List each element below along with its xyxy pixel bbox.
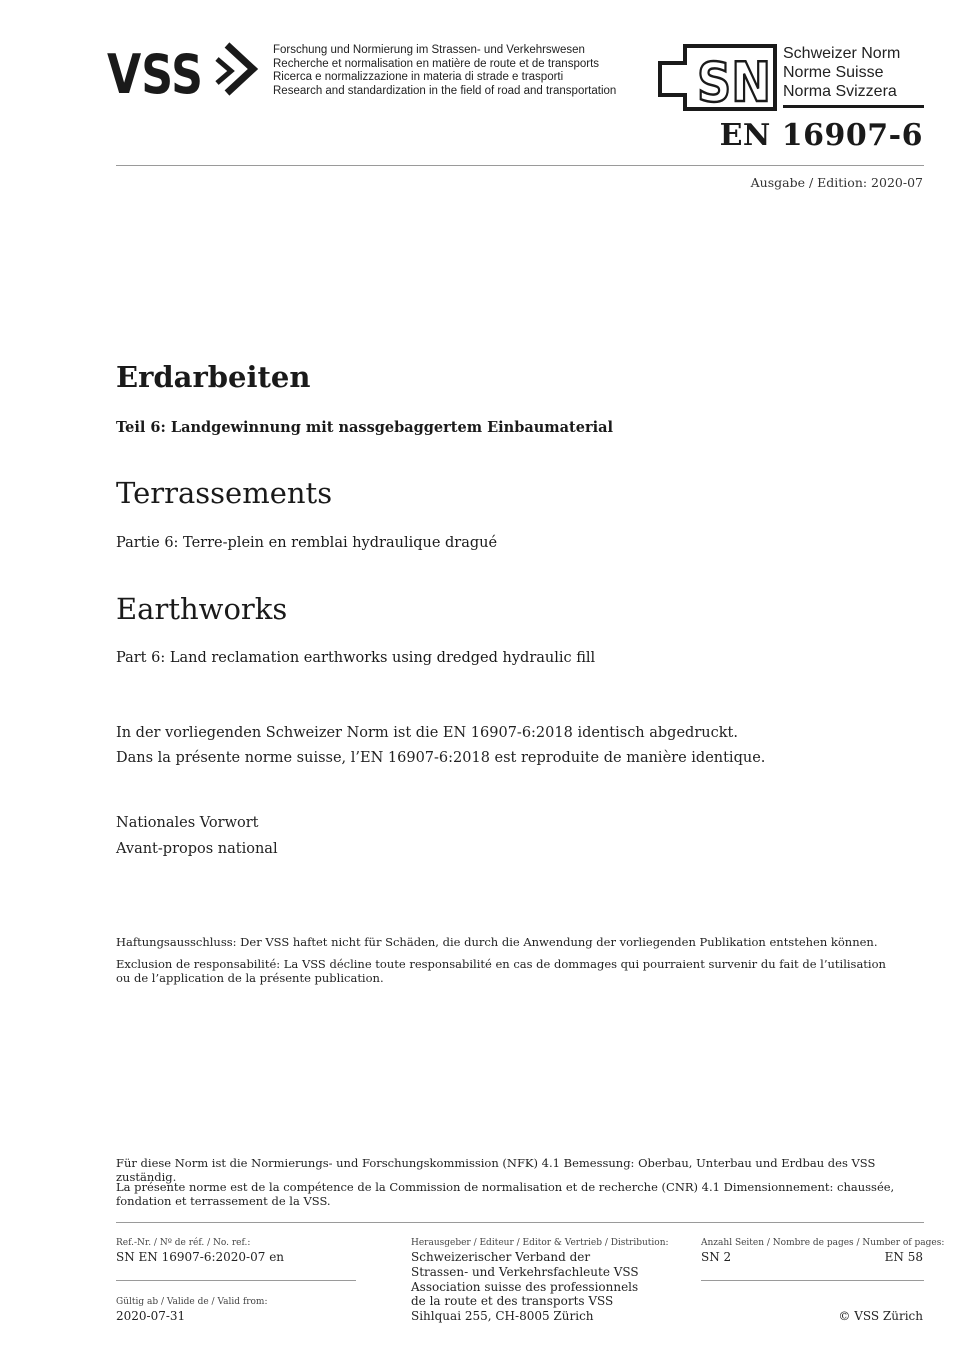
vss-tagline-de: Forschung und Normierung im Strassen- und Verkehrswesen [273,44,585,56]
subtitle-german: Teil 6: Landgewinnung mit nassgebaggertem Einbaumaterial [116,419,613,436]
sn-norm-fr: Norme Suisse [783,64,884,81]
title-german: Erdarbeiten [116,360,311,394]
vss-tagline-fr: Recherche et normalisation en matière de route et de transports [273,57,600,70]
committee-statement-french: La présente norme est de la compétence de la Commission de normalisation et de recherche (CNR) 4.1 Dimensionnement: chaussée, fondation et terrassement de la VSS. [116,1180,895,1208]
copyright-notice: © VSS Zürich [838,1309,923,1323]
reference-divider [116,1280,356,1281]
subtitle-french: Partie 6: Terre-plein en remblai hydraulique dragué [116,535,498,551]
swiss-cross-icon [657,43,782,113]
publisher-label: Herausgeber / Editeur / Editor & Vertrieb / Distribution: [411,1238,669,1248]
vss-tagline [273,44,616,98]
publisher-address [411,1250,639,1324]
sn-norm-it: Norma Svizzera [783,83,897,100]
committee-statement-german: Für diese Norm ist die Normierungs- und Forschungskommission (NFK) 4.1 Bemessung: Oberbau, Unterbau und Erdbau des VSS zuständig. [116,1156,876,1184]
sn-norm-de: Schweizer Norm [783,45,901,62]
publisher-line: Schweizerischer Verband der [411,1250,591,1264]
page-count-divider [701,1280,924,1281]
publisher-line: Sihlquai 255, CH-8005 Zürich [411,1309,594,1324]
sn-logo [657,43,782,113]
header-divider [116,165,924,166]
sn-norm-names [783,44,900,101]
title-french: Terrassements [116,476,333,510]
edition-date: Ausgabe / Edition: 2020-07 [750,175,923,190]
title-english: Earthworks [116,592,288,626]
vss-tagline-it: Ricerca e normalizzazione in materia di strade e trasporti [273,71,564,83]
publisher-line: de la route et des transports VSS [411,1294,614,1309]
page-count-label: Anzahl Seiten / Nombre de pages / Number of pages: [701,1238,945,1248]
national-foreword-french: Avant-propos national [116,841,278,857]
reference-number-label: Ref.-Nr. / Nº de réf. / No. ref.: [116,1238,251,1248]
sn-underline [783,105,924,108]
footer-divider [116,1222,924,1223]
page-count-sn: SN 2 [701,1250,732,1264]
valid-from-date: 2020-07-31 [116,1309,186,1323]
subtitle-english: Part 6: Land reclamation earthworks using dredged hydraulic fill [116,650,596,666]
vss-logo-wordmark: VSS [107,43,203,101]
disclaimer-german: Haftungsausschluss: Der VSS haftet nicht für Schäden, die durch die Anwendung der vorliegenden Publikation entstehen können. [116,935,878,949]
vss-logo-graphic [107,41,267,101]
vss-tagline-en: Research and standardization in the field of road and transportation [273,84,617,97]
vss-logo [107,41,267,101]
document-number: EN 16907-6 [719,118,923,153]
reference-number: SN EN 16907-6:2020-07 en [116,1250,285,1264]
identity-statement-german: In der vorliegenden Schweizer Norm ist die EN 16907-6:2018 identisch abgedruckt. [116,725,738,741]
identity-statement-french: Dans la présente norme suisse, l’EN 16907-6:2018 est reproduite de manière identique. [116,750,766,766]
publisher-line: Strassen- und Verkehrsfachleute VSS [411,1264,639,1279]
disclaimer-french: Exclusion de responsabilité: La VSS décline toute responsabilité en cas de dommages qui pourraient survenir du fait de l’utilisation ou de l’application de la présente publication. [116,957,886,985]
publisher-line: Association suisse des professionnels [411,1279,639,1294]
sn-logo-wordmark: SN [697,51,771,113]
valid-from-label: Gültig ab / Valide de / Valid from: [116,1297,268,1307]
national-foreword-german: Nationales Vorwort [116,815,259,831]
page-count-en: EN 58 [884,1250,923,1264]
